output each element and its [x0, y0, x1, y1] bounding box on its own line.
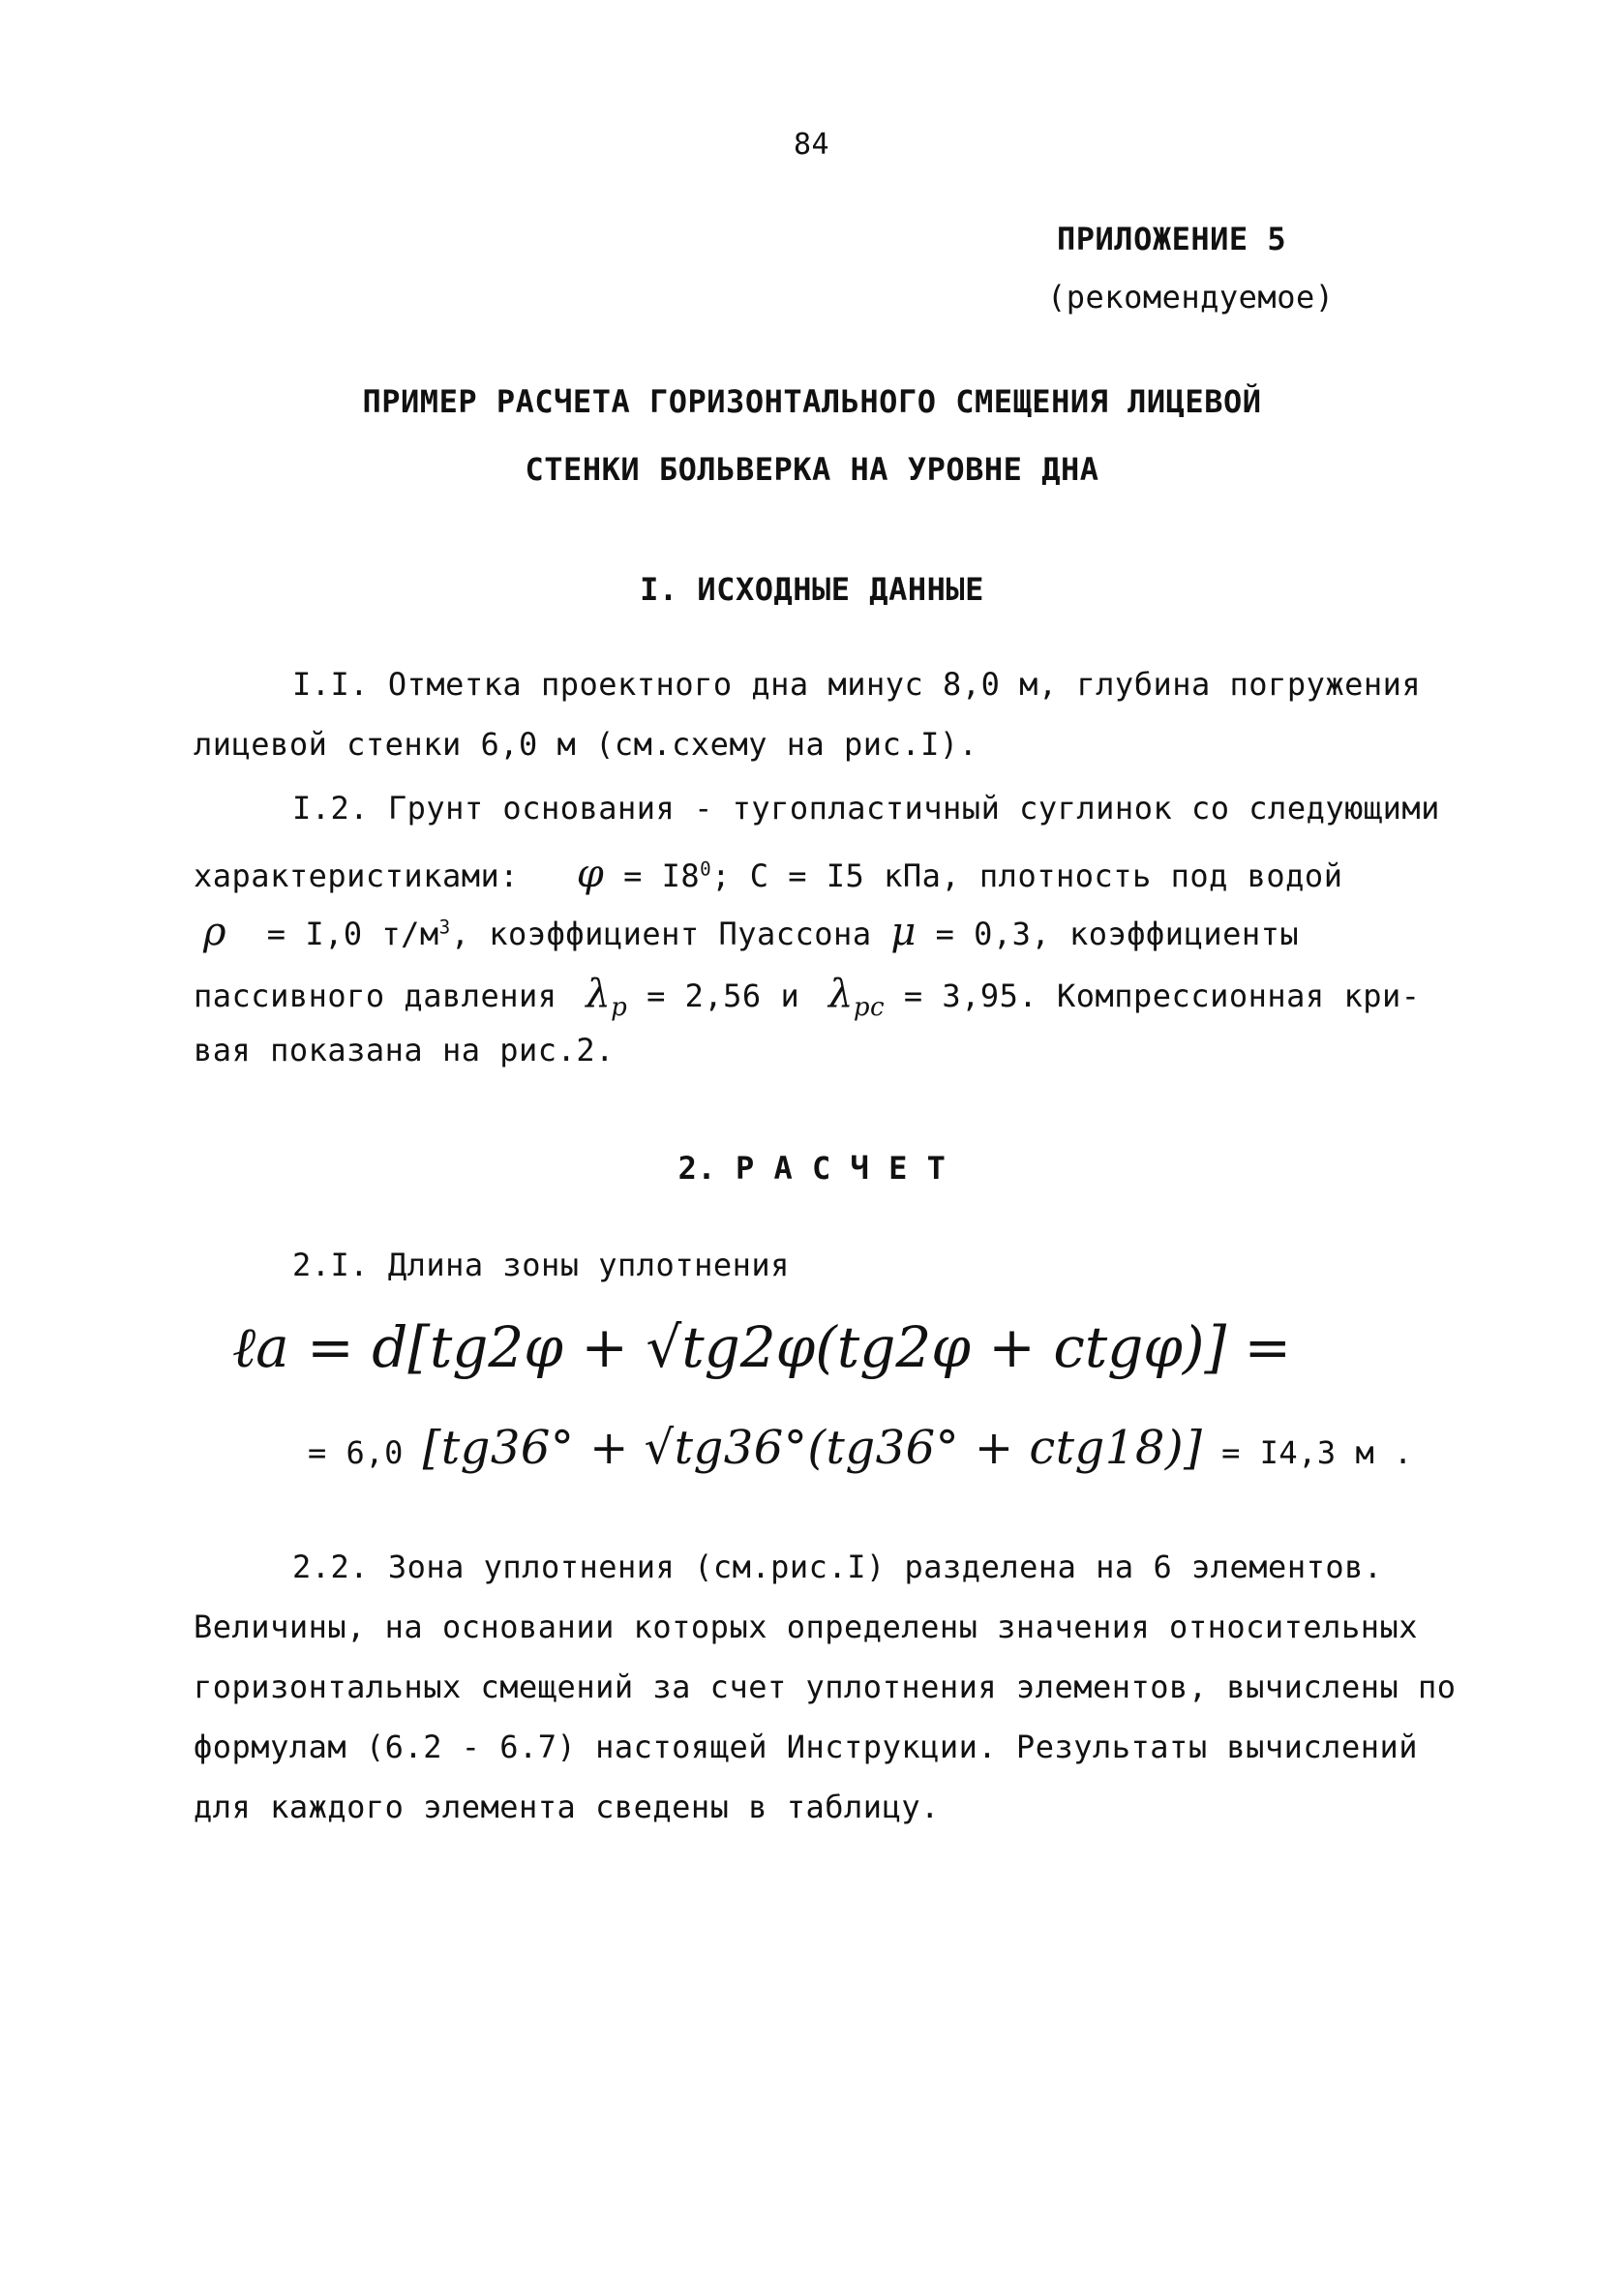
- cubic-mark: 3: [438, 916, 451, 939]
- paragraph-2-2-line-1: 2.2. Зона уплотнения (см.рис.I) разделена на 6 элементов.: [292, 1549, 1383, 1585]
- paragraph-2-2-line-5: для каждого элемента сведены в таблицу.: [194, 1789, 940, 1825]
- paragraph-1-2-line-5: вая показана на рис.2.: [194, 1032, 615, 1068]
- formula-line-1: ℓa = d[tg2φ + √tg2φ(tg2φ + ctgφ)] =: [232, 1314, 1292, 1380]
- paragraph-1-1-line-1: I.I. Отметка проектного дна минус 8,0 м, глубина погружения: [292, 666, 1422, 703]
- lambda-p-symbol: $\lambda_p$: [586, 972, 628, 1022]
- lambda-pc-symbol: $\lambda_{pc}$: [827, 972, 886, 1022]
- paragraph-1-2-line-3: [203, 910, 1299, 954]
- paragraph-1-2-line-4: [194, 972, 1421, 1022]
- degree-mark: 0: [700, 857, 712, 881]
- page-number: 84: [794, 128, 830, 162]
- paragraph-2-2-line-3: горизонтальных смещений за счет уплотнения элементов, вычислены по: [194, 1669, 1457, 1705]
- paragraph-2-2-line-2: Величины, на основании которых определены значения относительных: [194, 1609, 1418, 1645]
- formula-line-2-result: = I4,3 м .: [1221, 1434, 1413, 1471]
- characteristics-label: характеристиками:: [194, 857, 520, 894]
- mu-symbol: μ: [890, 910, 917, 954]
- lambda-p-value: = 2,56 и: [647, 978, 800, 1014]
- paragraph-1-2-line-1: I.2. Грунт основания - тугопластичный суглинок со следующими: [292, 790, 1440, 827]
- phi-value: = I8: [623, 857, 701, 894]
- appendix-note: (рекомендуемое): [1047, 279, 1335, 316]
- title-line-2: СТЕНКИ БОЛЬВЕРКА НА УРОВНЕ ДНА: [525, 451, 1099, 488]
- cohesion-density-text: ; C = I5 кПа, плотность под водой: [711, 857, 1343, 894]
- paragraph-1-1-line-2: лицевой стенки 6,0 м (см.схему на рис.I).: [194, 726, 978, 763]
- poisson-label: , коэффициент Пуассона: [450, 916, 872, 952]
- phi-symbol: φ: [576, 852, 605, 896]
- section-1-heading: I. ИСХОДНЫЕ ДАННЫЕ: [640, 571, 984, 608]
- formula-line-2-handwritten: [tg36° + √tg36°(tg36° + ctg18)]: [422, 1421, 1203, 1475]
- formula-line-2-prefix: = 6,0: [308, 1434, 404, 1471]
- appendix-label: ПРИЛОЖЕНИЕ 5: [1057, 221, 1287, 257]
- title-line-1: ПРИМЕР РАСЧЕТА ГОРИЗОНТАЛЬНОГО СМЕЩЕНИЯ ЛИЦЕВОЙ: [362, 383, 1262, 420]
- poisson-value-text: = 0,3, коэффициенты: [935, 916, 1300, 952]
- paragraph-1-2-line-2: [194, 852, 1342, 896]
- lambda-pc-value-text: = 3,95. Компрессионная кри-: [903, 978, 1421, 1014]
- density-value: = I,0 т/м: [266, 916, 439, 952]
- passive-pressure-label: пассивного давления: [194, 978, 557, 1014]
- formula-line-2: [308, 1421, 1413, 1475]
- paragraph-2-2-line-4: формулам (6.2 - 6.7) настоящей Инструкции. Результаты вычислений: [194, 1729, 1418, 1765]
- rho-symbol: ρ: [203, 910, 227, 954]
- paragraph-2-1-title: 2.I. Длина зоны уплотнения: [292, 1247, 790, 1283]
- section-2-heading: 2. Р А С Ч Е Т: [677, 1150, 947, 1187]
